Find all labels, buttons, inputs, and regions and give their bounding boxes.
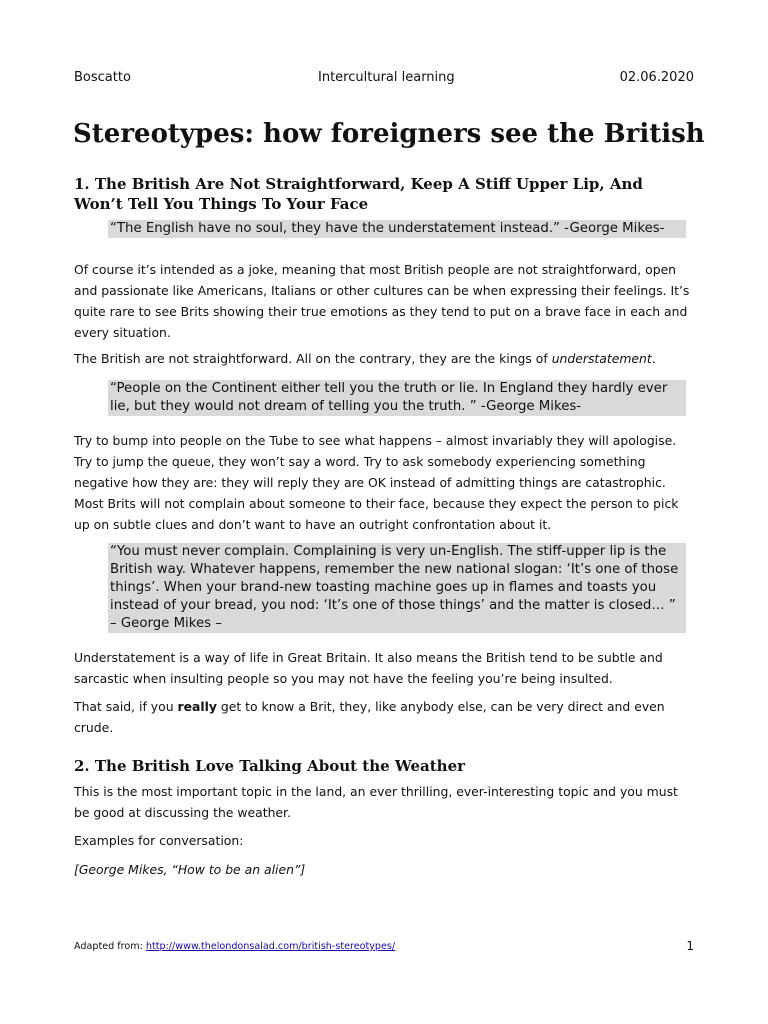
section1-heading: 1. The British Are Not Straightforward, Keep A Stiff Upper Lip, And Won’t Tell You Things To Your Face: [74, 175, 643, 213]
footer-source: [74, 940, 395, 954]
section1-paragraph-5: [74, 696, 692, 738]
section1-paragraph-1: Of course it’s intended as a joke, meaning that most British people are not straightforward, open and passionate like Americans, Italians or other cultures can be when expressing their feelings. It’s quite rare to see Brits showing their true emotions as they tend to put on a brave face in each and every situation.: [74, 262, 690, 340]
section2-paragraph-1: This is the most important topic in the land, an ever thrilling, ever-interesting topic and you must be good at discussing the weather.: [74, 784, 678, 820]
really-emphasis: really: [177, 699, 217, 714]
paragraph-5-end: get to know a Brit, they, like anybody else, can be very direct and even crude.: [74, 699, 665, 735]
paragraph-2-end: .: [651, 351, 656, 366]
page-title: Stereotypes: how foreigners see the British: [73, 119, 705, 149]
quote-block-3: “You must never complain. Complaining is very un-English. The stiff-upper lip is the British way. Whatever happens, remember the new national slogan: ‘It’s one of those things’. When your brand-new toasting machine goes up in flames and toasts you instead of your bread, you nod: ‘It’s one of those things’ and the matter is closed… ” – George Mikes –: [108, 543, 686, 633]
section2-heading: 2. The British Love Talking About the Weather: [74, 757, 466, 775]
footer-source-link[interactable]: http://www.thelondonsalad.com/british-stereotypes/: [145, 941, 396, 952]
understatement-emphasis: understatement: [551, 351, 652, 366]
page-number: 1: [686, 939, 694, 953]
section1-paragraph-3: Try to bump into people on the Tube to see what happens – almost invariably they will apologise. Try to jump the queue, they won’t say a word. Try to ask somebody experiencing something negative how they are: they will reply they are OK instead of admitting things are catastrophic. Most Brits will not complain about someone to their face, because they expect the person to pick up on subtle clues and don’t want to have an outright confrontation about it.: [74, 433, 679, 532]
section2-paragraph-2: Examples for conversation:: [74, 833, 244, 848]
paragraph-5-text: That said, if you: [74, 699, 178, 714]
footer-label: Adapted from:: [74, 941, 146, 952]
section1-paragraph-4: Understatement is a way of life in Great Britain. It also means the British tend to be subtle and sarcastic when insulting people so you may not have the feeling you’re being insulted.: [74, 650, 663, 686]
section2-citation: [George Mikes, “How to be an alien”]: [74, 862, 306, 877]
section1-paragraph-2: [74, 348, 692, 369]
quote-block-2: “People on the Continent either tell you the truth or lie. In England they hardly ever lie, but they would not dream of telling you the truth. ” -George Mikes-: [108, 380, 686, 416]
quote-block-1: “The English have no soul, they have the understatement instead.” -George Mikes-: [108, 220, 686, 238]
paragraph-2-text: The British are not straightforward. All on the contrary, they are the kings of: [74, 351, 552, 366]
header-date: 02.06.2020: [619, 70, 694, 85]
header-author: Boscatto: [74, 70, 131, 85]
header-subject: Intercultural learning: [318, 70, 455, 85]
